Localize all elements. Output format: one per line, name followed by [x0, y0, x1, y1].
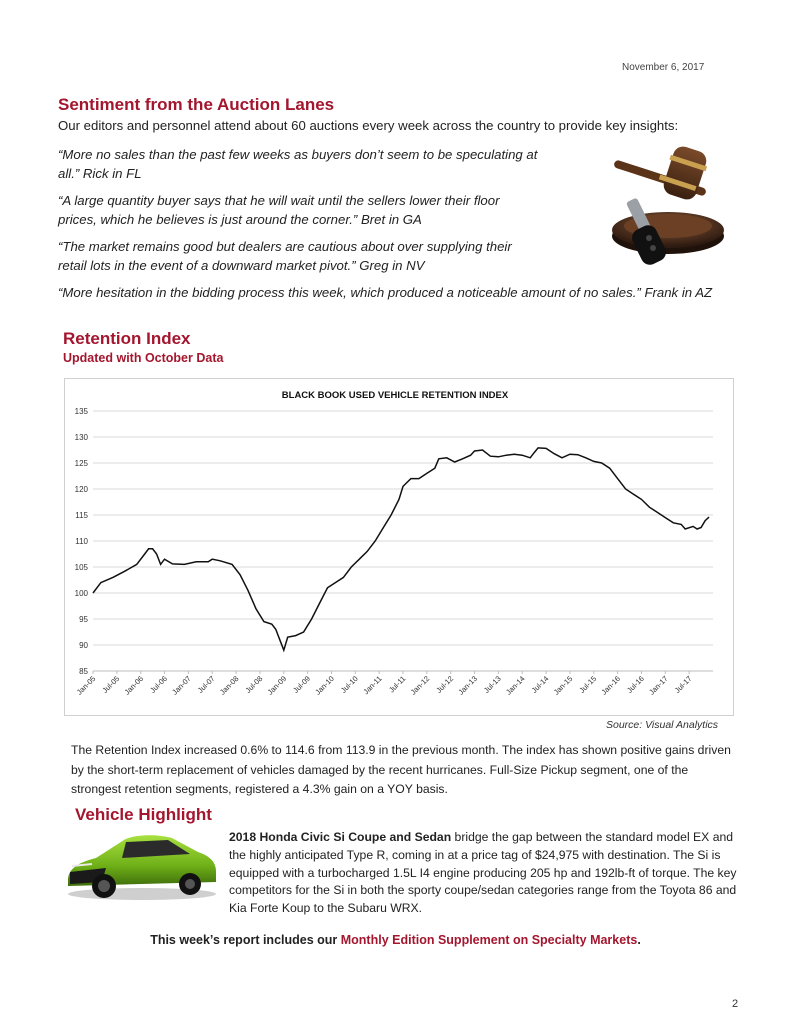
vehicle-name: 2018 Honda Civic Si Coupe and Sedan	[229, 830, 452, 844]
y-tick-label: 95	[79, 615, 88, 624]
y-tick-label: 105	[74, 563, 88, 572]
retention-chart	[64, 378, 734, 716]
report-date: November 6, 2017	[622, 62, 705, 73]
x-tick-label: Jul-09	[291, 674, 313, 695]
x-tick-label: Jan-13	[456, 674, 479, 697]
chart-source: Source: Visual Analytics	[606, 719, 719, 731]
x-tick-label: Jan-16	[599, 674, 623, 697]
x-tick-label: Jan-10	[313, 674, 336, 697]
y-tick-label: 85	[79, 667, 88, 676]
x-tick-label: Jul-08	[243, 674, 265, 695]
x-tick-label: Jan-11	[361, 674, 384, 697]
vehicle-description	[229, 829, 739, 918]
x-tick-label: Jan-06	[122, 674, 146, 697]
y-tick-label: 115	[75, 511, 88, 520]
x-tick-label: Jul-13	[481, 674, 503, 695]
sentiment-intro: Our editors and personnel attend about 60 auctions every week across the country to provide key insights:	[58, 118, 679, 133]
x-tick-label: Jul-14	[529, 674, 551, 695]
y-tick-label: 135	[74, 407, 88, 416]
gavel-key-icon	[550, 138, 735, 273]
series-line-retention-index	[93, 448, 709, 650]
x-tick-label: Jan-07	[170, 674, 193, 697]
x-tick-label: Jan-08	[217, 674, 241, 697]
x-tick-label: Jul-05	[100, 674, 122, 695]
chart-title: BLACK BOOK USED VEHICLE RETENTION INDEX	[281, 390, 509, 401]
x-tick-label: Jul-07	[195, 674, 217, 695]
x-tick-label: Jul-06	[148, 674, 169, 695]
report-suffix: .	[637, 933, 641, 947]
report-note	[0, 933, 791, 947]
x-tick-label: Jul-16	[625, 674, 646, 695]
y-tick-label: 100	[74, 589, 88, 598]
x-tick-label: Jan-17	[647, 674, 670, 697]
y-tick-label: 90	[79, 641, 88, 650]
x-tick-label: Jul-11	[386, 674, 408, 695]
quote-3: “The market remains good but dealers are cautious about over supplying their retail lots in the event of a downward market pivot.” Greg in NV	[58, 239, 512, 273]
x-tick-label: Jan-05	[74, 674, 98, 697]
y-tick-label: 120	[74, 485, 88, 494]
x-tick-label: Jan-09	[265, 674, 289, 697]
vehicle-heading: Vehicle Highlight	[75, 805, 212, 824]
y-tick-label: 125	[74, 459, 88, 468]
x-tick-label: Jan-12	[408, 674, 432, 697]
x-tick-label: Jul-17	[672, 674, 694, 695]
x-tick-label: Jan-15	[551, 674, 575, 697]
x-tick-label: Jul-15	[577, 674, 599, 695]
x-tick-label: Jul-12	[434, 674, 456, 695]
retention-chart-svg	[65, 379, 733, 715]
quote-2: “A large quantity buyer says that he will wait until the sellers lower their floor prices, which he believes is just around the corner.” Bret in GA	[58, 193, 500, 227]
retention-heading: Retention Index	[63, 329, 191, 348]
retention-paragraph: The Retention Index increased 0.6% to 114.6 from 113.9 in the previous month. The index has shown positive gains driven by the short-term replacement of vehicles damaged by the recent hurricanes. Full-Size Pickup segment, one of the strongest retention segments, registered a 4.3% gain on a YOY basis.	[71, 743, 731, 796]
page-number: 2	[732, 998, 739, 1010]
quote-1: “More no sales than the past few weeks as buyers don’t seem to be speculating at all.” Rick in FL	[58, 147, 538, 181]
x-tick-label: Jan-14	[504, 674, 527, 697]
y-tick-label: 110	[75, 537, 88, 546]
quote-4: “More hesitation in the bidding process this week, which produced a noticeable amount of no sales.” Frank in AZ	[58, 285, 713, 300]
retention-subtitle: Updated with October Data	[63, 351, 224, 365]
y-tick-label: 130	[74, 433, 88, 442]
vehicle-description-text: bridge the gap between the standard model EX and the highly anticipated Type R, coming in at a price tag of $24,975 with destination. The Si is equipped with a turbocharged 1.5L I4 engine producing 205 hp and 192lb-ft of torque. The key competitors for the Si in both the sporty coupe/sedan categories range from the Toyota 86 and Kia Forte Koup to the Subaru WRX.	[229, 830, 737, 916]
x-tick-label: Jul-10	[338, 674, 360, 695]
report-prefix: This week’s report includes our	[150, 933, 341, 947]
supplement-link[interactable]: Monthly Edition Supplement on Specialty Markets	[340, 933, 638, 947]
car-icon	[62, 828, 220, 902]
sentiment-heading: Sentiment from the Auction Lanes	[58, 95, 335, 114]
